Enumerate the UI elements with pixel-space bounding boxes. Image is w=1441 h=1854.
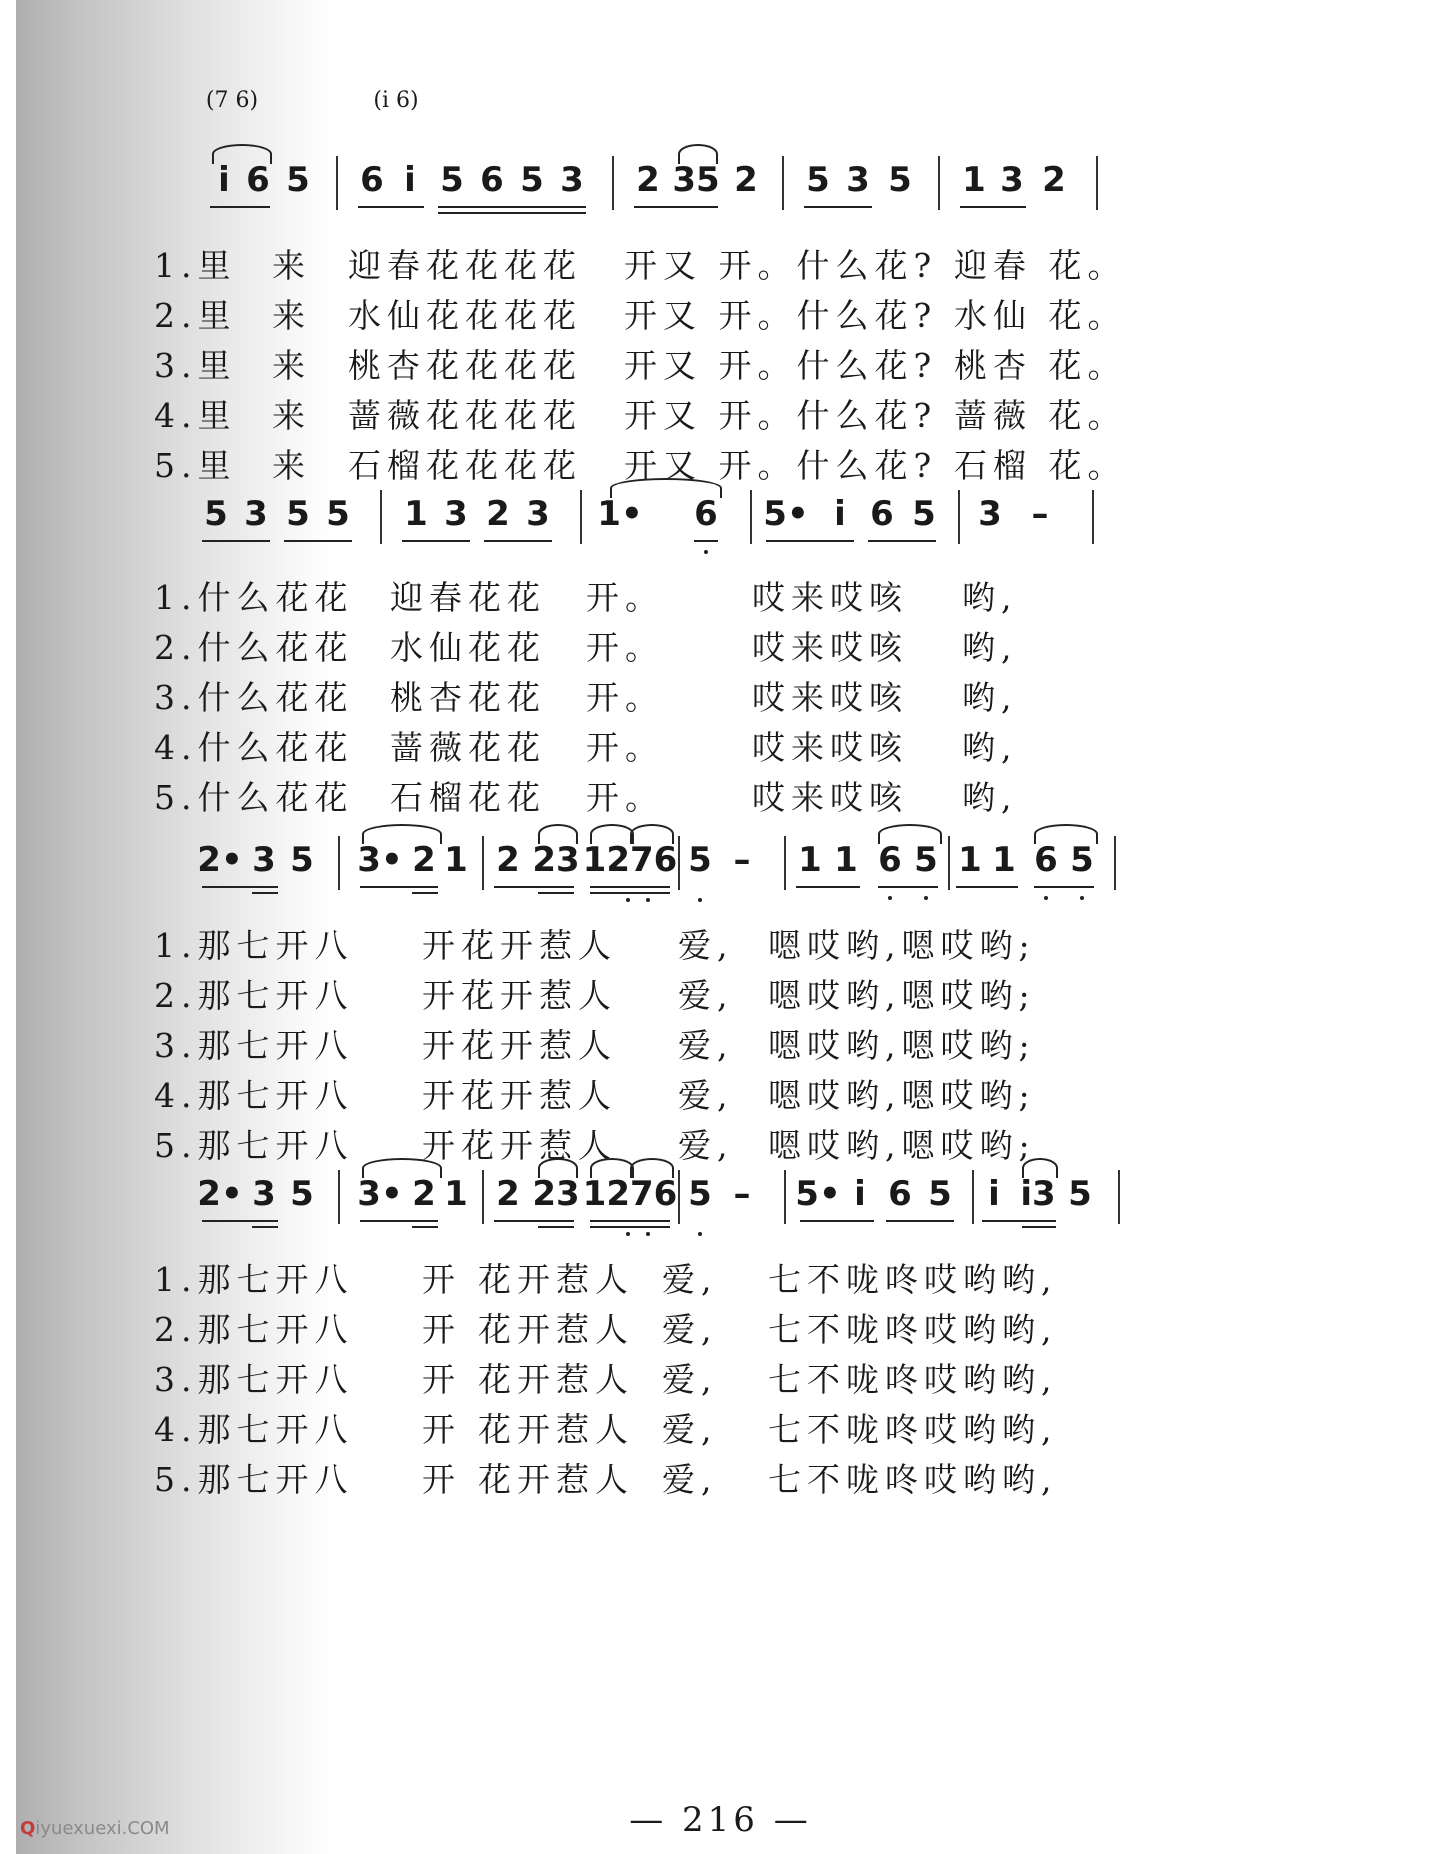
lyric: 嗯哎哟,嗯哎哟; <box>768 1026 1036 1065</box>
note: 5 <box>928 1174 952 1214</box>
barline <box>784 1170 786 1224</box>
note: 5 <box>888 160 912 200</box>
lyric: 4.那七开八 <box>154 1410 354 1449</box>
note: 2 <box>496 1174 520 1214</box>
beam <box>284 540 352 542</box>
lyric-verse-2 <box>154 1304 1354 1354</box>
beam <box>210 206 270 208</box>
note: 6 <box>878 840 902 880</box>
lyric: 开 <box>422 1460 461 1499</box>
lyric: 哟, <box>962 578 1018 617</box>
lyric: 开又 开。什么花? <box>624 346 938 385</box>
lyric: 4.里 <box>154 396 237 435</box>
beam <box>484 540 552 542</box>
note: 5 <box>1070 840 1094 880</box>
lyric-verse-5 <box>154 772 1354 822</box>
lyric: 七不咙咚哎哟哟, <box>768 1410 1058 1449</box>
barline <box>1096 156 1098 210</box>
note: 2• <box>197 1174 243 1214</box>
lyric: 来 <box>272 396 311 435</box>
note: 5 <box>806 160 830 200</box>
lyric-verse-1 <box>154 240 1354 290</box>
lyric: 开花开惹人 <box>422 926 617 965</box>
grace-note: (7 6) <box>205 88 259 113</box>
note: 5 <box>286 494 310 534</box>
note: 3 <box>252 1174 276 1214</box>
barline <box>678 836 680 890</box>
lyric: 开。 <box>586 728 664 767</box>
lyric-verse-1 <box>154 1254 1354 1304</box>
lyric: 2.那七开八 <box>154 976 354 1015</box>
note: 23 <box>532 1174 580 1214</box>
lyric: 哎来哎咳 <box>752 628 908 667</box>
lyric: 开 <box>422 1310 461 1349</box>
barline <box>380 490 382 544</box>
note: 1 <box>444 1174 468 1214</box>
lyric: 七不咙咚哎哟哟, <box>768 1460 1058 1499</box>
note: 5 <box>326 494 350 534</box>
note: 2 <box>636 160 660 200</box>
note: 1 <box>798 840 822 880</box>
lyric-verse-4 <box>154 722 1354 772</box>
lyric: 花开惹人 <box>478 1310 634 1349</box>
barline <box>580 490 582 544</box>
note: 6 <box>870 494 894 534</box>
lyric-verse-3 <box>154 340 1354 390</box>
lyric: 花开惹人 <box>478 1460 634 1499</box>
barline <box>1118 1170 1120 1224</box>
note: 5 <box>914 840 938 880</box>
beam <box>878 886 938 888</box>
note: 35 <box>672 160 720 200</box>
lyric: 1.什么花花 <box>154 578 354 617</box>
beam <box>960 206 1026 208</box>
lyric: 爱, <box>662 1410 718 1449</box>
lyric: 开又 开。什么花? <box>624 296 938 335</box>
lyric: 开花开惹人 <box>422 976 617 1015</box>
lyric: 2.里 <box>154 296 237 335</box>
lyric-verse-3 <box>154 672 1354 722</box>
lyric: 迎春花花 <box>390 578 546 617</box>
note: 3 <box>244 494 268 534</box>
beam <box>494 886 574 888</box>
lyric-verse-4 <box>154 1070 1354 1120</box>
note: i <box>404 160 416 200</box>
octave-dot <box>1080 896 1084 900</box>
note: 1 <box>958 840 982 880</box>
lyric: 哟, <box>962 728 1018 767</box>
beam <box>590 1220 670 1222</box>
lyric: 爱, <box>662 1260 718 1299</box>
beam <box>252 892 278 894</box>
beam <box>202 540 270 542</box>
lyric-verse-1 <box>154 920 1354 970</box>
barline <box>482 836 484 890</box>
beam <box>1022 1226 1056 1228</box>
slur <box>538 1158 578 1178</box>
slur <box>362 824 442 844</box>
note: 2 <box>496 840 520 880</box>
lyric: 4.什么花花 <box>154 728 354 767</box>
lyric: 3.那七开八 <box>154 1360 354 1399</box>
lyric: 迎春花花花花 <box>348 246 582 285</box>
lyric-verse-2 <box>154 622 1354 672</box>
note: i <box>218 160 230 200</box>
barline <box>338 836 340 890</box>
lyric: 石榴花花花花 <box>348 446 582 485</box>
beam <box>538 892 574 894</box>
barline <box>958 490 960 544</box>
slur <box>878 824 942 844</box>
lyric-verse-5 <box>154 1120 1354 1170</box>
note: i <box>834 494 846 534</box>
page-edge <box>0 0 16 1854</box>
watermark <box>20 1818 170 1839</box>
lyric: 5.里 <box>154 446 237 485</box>
lyric: 嗯哎哟,嗯哎哟; <box>768 1076 1036 1115</box>
note: 3• <box>357 840 403 880</box>
beam <box>412 892 438 894</box>
lyric: 爱, <box>662 1360 718 1399</box>
octave-dot <box>626 898 630 902</box>
lyric: 爱, <box>662 1310 718 1349</box>
lyric-verse-4 <box>154 390 1354 440</box>
lyric-verse-2 <box>154 970 1354 1020</box>
beam <box>590 886 670 888</box>
note: 1 <box>404 494 428 534</box>
lyric: 来 <box>272 346 311 385</box>
beam <box>438 212 586 214</box>
lyric: 哎来哎咳 <box>752 728 908 767</box>
octave-dot <box>698 898 702 902</box>
lyric-verse-2 <box>154 290 1354 340</box>
lyric: 哟, <box>962 628 1018 667</box>
beam <box>886 1220 954 1222</box>
lyric: 3.里 <box>154 346 237 385</box>
lyric: 水仙 花。 <box>954 296 1127 335</box>
beam <box>868 540 936 542</box>
lyric: 水仙花花花花 <box>348 296 582 335</box>
note: 3 <box>978 494 1002 534</box>
beam <box>590 1226 670 1228</box>
lyric: 开。 <box>586 678 664 717</box>
lyric: 迎春 花。 <box>954 246 1127 285</box>
lyric: 爱, <box>662 1460 718 1499</box>
watermark-text: iyuexuexi.COM <box>35 1818 170 1839</box>
note: 2 <box>412 1174 436 1214</box>
barline <box>750 490 752 544</box>
beam <box>694 540 718 542</box>
note: 3 <box>444 494 468 534</box>
slur <box>362 1158 442 1178</box>
note: 3 <box>252 840 276 880</box>
slur <box>590 824 634 844</box>
barline <box>972 1170 974 1224</box>
lyric: 开 <box>422 1360 461 1399</box>
lyric: 开花开惹人 <box>422 1076 617 1115</box>
lyric: 哎来哎咳 <box>752 678 908 717</box>
lyric: 5.什么花花 <box>154 778 354 817</box>
note: 6 <box>694 494 718 534</box>
beam <box>402 540 470 542</box>
note: – <box>1031 494 1049 534</box>
octave-dot <box>1044 896 1048 900</box>
lyric-verse-4 <box>154 1404 1354 1454</box>
lyric: 来 <box>272 296 311 335</box>
lyric: 水仙花花 <box>390 628 546 667</box>
lyric: 哟, <box>962 678 1018 717</box>
note: 3 <box>560 160 584 200</box>
beam <box>800 1220 874 1222</box>
lyric: 爱, <box>678 926 734 965</box>
lyric-verse-3 <box>154 1020 1354 1070</box>
lyric: 开花开惹人 <box>422 1126 617 1165</box>
note: 1 <box>992 840 1016 880</box>
note: 2• <box>197 840 243 880</box>
lyric: 开。 <box>586 628 664 667</box>
beam <box>412 1226 438 1228</box>
beam <box>538 1226 574 1228</box>
note: 1 <box>962 160 986 200</box>
slur <box>1022 1158 1058 1178</box>
barline <box>1092 490 1094 544</box>
slur <box>212 144 272 164</box>
beam <box>590 892 670 894</box>
notation-row <box>190 88 1340 210</box>
note: 3 <box>846 160 870 200</box>
barline <box>612 156 614 210</box>
note: 6 <box>480 160 504 200</box>
beam <box>1034 886 1094 888</box>
lyric: 爱, <box>678 1126 734 1165</box>
lyric: 爱, <box>678 976 734 1015</box>
lyric: 哎来哎咳 <box>752 778 908 817</box>
note: 5 <box>912 494 936 534</box>
beam <box>804 206 872 208</box>
lyric: 嗯哎哟,嗯哎哟; <box>768 976 1036 1015</box>
slur <box>1034 824 1098 844</box>
note: 5 <box>688 1174 712 1214</box>
beam <box>202 1220 278 1222</box>
lyric: 蔷薇花花 <box>390 728 546 767</box>
octave-dot <box>626 1232 630 1236</box>
note: 5 <box>1068 1174 1092 1214</box>
beam <box>252 1226 278 1228</box>
note: 1276 <box>582 1174 678 1214</box>
lyric: 石榴花花 <box>390 778 546 817</box>
barline <box>782 156 784 210</box>
lyric-verse-3 <box>154 1354 1354 1404</box>
note: 1• <box>597 494 643 534</box>
lyric: 开 <box>422 1410 461 1449</box>
note: i3 <box>1020 1174 1056 1214</box>
notation-row <box>190 1164 1340 1224</box>
lyric-verse-1 <box>154 572 1354 622</box>
lyric: 开。 <box>586 578 664 617</box>
slur <box>678 144 718 164</box>
note: 5 <box>290 840 314 880</box>
beam <box>202 886 278 888</box>
lyric: 2.那七开八 <box>154 1310 354 1349</box>
barline <box>784 836 786 890</box>
barline <box>938 156 940 210</box>
slur <box>610 478 722 498</box>
lyric: 开。 <box>586 778 664 817</box>
note: 3 <box>1000 160 1024 200</box>
note: 3• <box>357 1174 403 1214</box>
lyric: 桃杏 花。 <box>954 346 1127 385</box>
lyric: 花开惹人 <box>478 1410 634 1449</box>
lyric: 开 <box>422 1260 461 1299</box>
note: i <box>854 1174 866 1214</box>
note: 5 <box>688 840 712 880</box>
slur <box>590 1158 634 1178</box>
barline <box>678 1170 680 1224</box>
note: 1 <box>444 840 468 880</box>
beam <box>956 886 1018 888</box>
lyric: 开又 开。什么花? <box>624 396 938 435</box>
lyric: 七不咙咚哎哟哟, <box>768 1260 1058 1299</box>
lyric: 花开惹人 <box>478 1360 634 1399</box>
lyric: 开花开惹人 <box>422 1026 617 1065</box>
barline <box>1114 836 1116 890</box>
note: 2 <box>1042 160 1066 200</box>
lyric: 4.那七开八 <box>154 1076 354 1115</box>
slur <box>630 1158 674 1178</box>
lyric-verse-5 <box>154 1454 1354 1504</box>
octave-dot <box>888 896 892 900</box>
lyric: 爱, <box>678 1026 734 1065</box>
lyric: 哟, <box>962 778 1018 817</box>
lyric: 1.那七开八 <box>154 1260 354 1299</box>
note: 6 <box>1034 840 1058 880</box>
beam <box>634 206 718 208</box>
beam <box>360 1220 438 1222</box>
lyric: 桃杏花花 <box>390 678 546 717</box>
note: 5 <box>520 160 544 200</box>
lyric: 开又 开。什么花? <box>624 246 938 285</box>
note: 23 <box>532 840 580 880</box>
note: 5 <box>440 160 464 200</box>
beam <box>982 1220 1056 1222</box>
lyric: 1.那七开八 <box>154 926 354 965</box>
note: 5• <box>795 1174 841 1214</box>
slur <box>630 824 674 844</box>
lyric: 来 <box>272 446 311 485</box>
octave-dot <box>646 898 650 902</box>
page-number: — 216 — <box>629 1800 812 1840</box>
note: – <box>733 1174 751 1214</box>
lyric: 七不咙咚哎哟哟, <box>768 1360 1058 1399</box>
lyric: 3.那七开八 <box>154 1026 354 1065</box>
lyric: 蔷薇 花。 <box>954 396 1127 435</box>
octave-dot <box>704 550 708 554</box>
lyric: 嗯哎哟,嗯哎哟; <box>768 926 1036 965</box>
lyric: 嗯哎哟,嗯哎哟; <box>768 1126 1036 1165</box>
note: 6 <box>888 1174 912 1214</box>
octave-dot <box>698 1232 702 1236</box>
lyric-verse-5 <box>154 440 1354 490</box>
note: 5• <box>763 494 809 534</box>
slur <box>538 824 578 844</box>
grace-note: (i 6) <box>373 88 419 113</box>
lyric: 5.那七开八 <box>154 1126 354 1165</box>
note: 1276 <box>582 840 678 880</box>
beam <box>494 1220 574 1222</box>
note: 5 <box>290 1174 314 1214</box>
lyric: 2.什么花花 <box>154 628 354 667</box>
notation-row <box>190 830 1340 890</box>
lyric: 1.里 <box>154 246 237 285</box>
lyric: 爱, <box>678 1076 734 1115</box>
lyric: 3.什么花花 <box>154 678 354 717</box>
note: 2 <box>486 494 510 534</box>
lyric: 哎来哎咳 <box>752 578 908 617</box>
beam <box>360 886 438 888</box>
note: 2 <box>734 160 758 200</box>
lyric: 花开惹人 <box>478 1260 634 1299</box>
beam <box>438 206 586 208</box>
lyric: 5.那七开八 <box>154 1460 354 1499</box>
beam <box>796 886 860 888</box>
note: 3 <box>526 494 550 534</box>
lyric: 石榴 花。 <box>954 446 1127 485</box>
note: – <box>733 840 751 880</box>
beam <box>766 540 854 542</box>
barline <box>948 836 950 890</box>
note: 5 <box>286 160 310 200</box>
note: 5 <box>204 494 228 534</box>
note: 6 <box>360 160 384 200</box>
lyric: 来 <box>272 246 311 285</box>
lyric: 桃杏花花花花 <box>348 346 582 385</box>
barline <box>338 1170 340 1224</box>
lyric: 蔷薇花花花花 <box>348 396 582 435</box>
note: 6 <box>246 160 270 200</box>
note: i <box>988 1174 1000 1214</box>
note: 2 <box>412 840 436 880</box>
lyric: 七不咙咚哎哟哟, <box>768 1310 1058 1349</box>
barline <box>482 1170 484 1224</box>
octave-dot <box>924 896 928 900</box>
beam <box>358 206 424 208</box>
watermark-prefix: Q <box>20 1818 36 1839</box>
note: 1 <box>834 840 858 880</box>
barline <box>336 156 338 210</box>
notation-row <box>190 484 1340 544</box>
lyric: 开又 开。什么花? <box>624 446 938 485</box>
octave-dot <box>646 1232 650 1236</box>
